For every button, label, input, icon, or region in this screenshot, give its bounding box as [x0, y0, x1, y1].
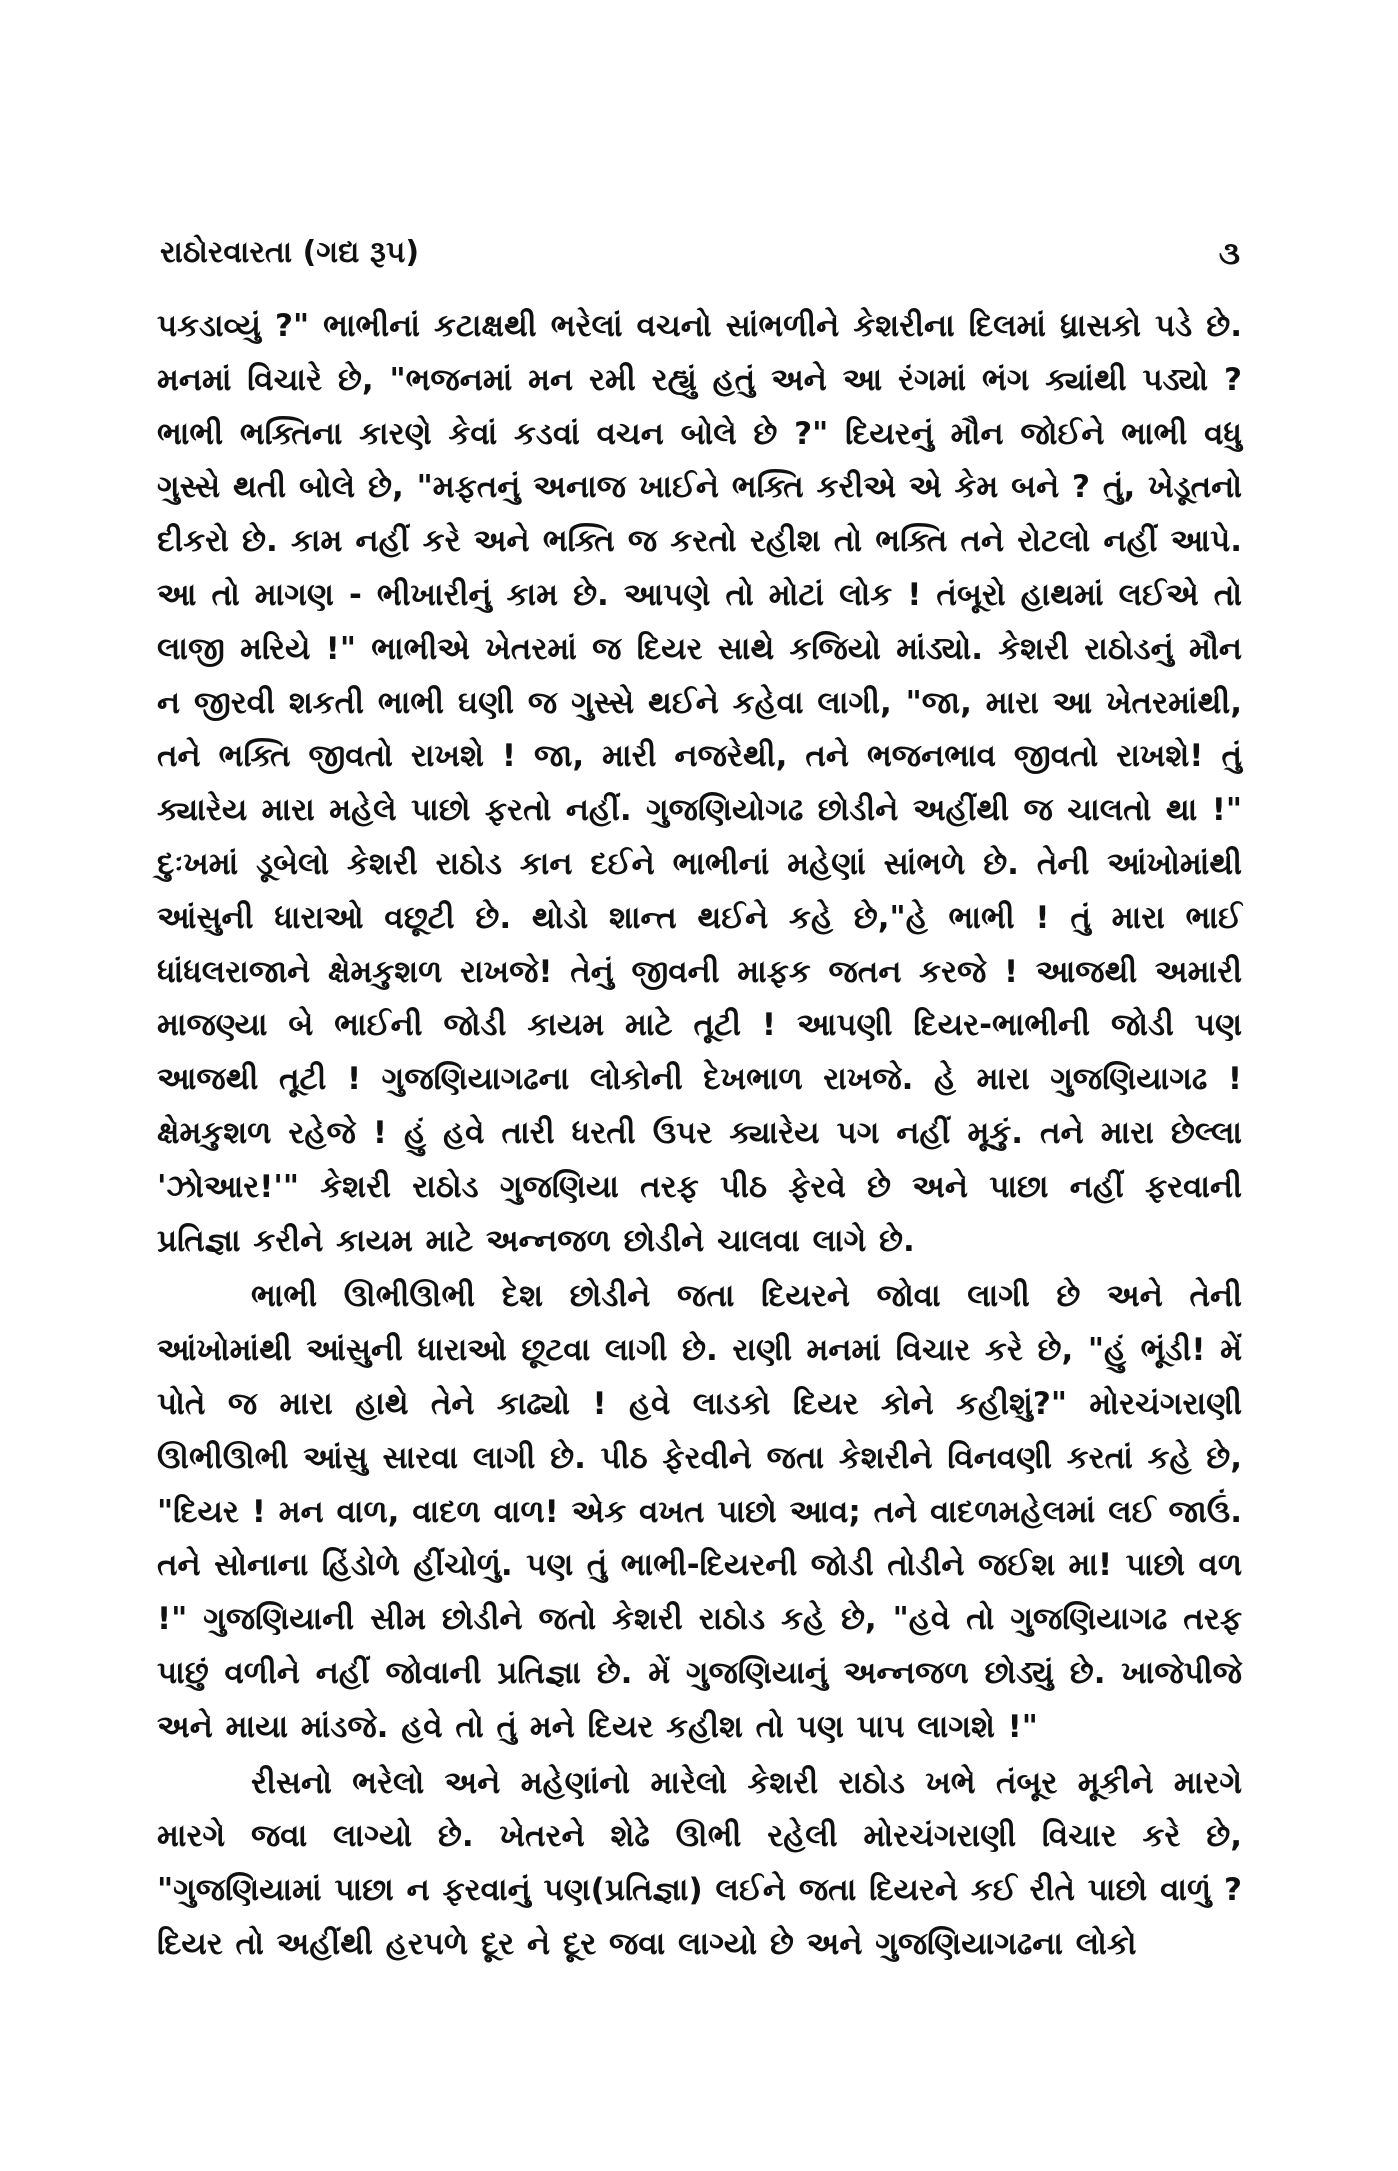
body-text	[157, 300, 1242, 1972]
paragraph-2: ભાભી ઊભીઊભી દેશ છોડીને જતા દિયરને જોવા લાગી છે અને તેની આંખોમાંથી આંસુની ધારાઓ છૂટવા લાગી છે. રાણી મનમાં વિચાર કરે છે, "હું ભૂંડી! મેં પોતે જ મારા હાથે તેને કાઢ્યો ! હવે લાડકો દિયર કોને કહીશું?" મોરચંગરાણી ઊભીઊભી આંસુ સારવા લાગી છે. પીઠ ફેરવીને જતા કેશરીને વિનવણી કરતાં કહે છે, "દિયર ! મન વાળ, વાદળ વાળ! એક વખત પાછો આવ; તને વાદળમહેલમાં લઈ જાઉં. તને સોનાના હિંડોળે હીંચોળું. પણ તું ભાભી-દિયરની જોડી તોડીને જઈશ મા! પાછો વળ !" ગુજણિયાની સીમ છોડીને જતો કેશરી રાઠોડ કહે છે, "હવે તો ગુજણિયાગઢ તરફ પાછું વળીને નહીં જોવાની પ્રતિજ્ઞા છે. મેં ગુજણિયાનું અન્નજળ છોડ્યું છે. ખાજેપીજે અને માયા માંડજે. હવે તો તું મને દિયર કહીશ તો પણ પાપ લાગશે !"	[157, 1278, 1242, 1745]
page-number: ૩	[1218, 234, 1240, 272]
running-header	[160, 228, 1240, 278]
running-title: રાઠોરવારતા (ગદ્ય રૂપ)	[160, 235, 420, 270]
paragraph-1: પકડાવ્યું ?" ભાભીનાં કટાક્ષથી ભરેલાં વચનો સાંભળીને કેશરીના દિલમાં ધ્રાસકો પડે છે. મનમાં વિચારે છે, "ભજનમાં મન રમી રહ્યું હતું અને આ રંગમાં ભંગ ક્યાંથી પડ્યો ? ભાભી ભક્તિના કારણે કેવાં કડવાં વચન બોલે છે ?" દિયરનું મૌન જોઈને ભાભી વધુ ગુસ્સે થતી બોલે છે, "મફતનું અનાજ ખાઈને ભક્તિ કરીએ એ કેમ બને ? તું, ખેડૂતનો દીકરો છે. કામ નહીં કરે અને ભક્તિ જ કરતો રહીશ તો ભક્તિ તને રોટલો નહીં આપે. આ તો માગણ - ભીખારીનું કામ છે. આપણે તો મોટાં લોક ! તંબૂરો હાથમાં લઈએ તો લાજી મરિયે !" ભાભીએ ખેતરમાં જ દિયર સાથે કજિયો માંડ્યો. કેશરી રાઠોડનું મૌન ન જીરવી શકતી ભાભી ઘણી જ ગુસ્સે થઈને કહેવા લાગી, "જા, મારા આ ખેતરમાંથી, તને ભક્તિ જીવતો રાખશે ! જા, મારી નજરેથી, તને ભજનભાવ જીવતો રાખશે! તું ક્યારેય મારા મહેલે પાછો ફરતો નહીં. ગુજણિયોગઢ છોડીને અહીંથી જ ચાલતો થા !" દુઃખમાં ડૂબેલો કેશરી રાઠોડ કાન દઈને ભાભીનાં મહેણાં સાંભળે છે. તેની આંખોમાંથી આંસુની ધારાઓ વછૂટી છે. થોડો શાન્ત થઈને કહે છે,"હે ભાભી ! તું મારા ભાઈ ધાંધલરાજાને ક્ષેમકુશળ રાખજે! તેનું જીવની માફક જતન કરજે ! આજથી અમારી માજણ્યા બે ભાઈની જોડી કાયમ માટે તૂટી ! આપણી દિયર-ભાભીની જોડી પણ આજથી તૂટી ! ગુજણિયાગઢના લોકોની દેખભાળ રાખજે. હે મારા ગુજણિયાગઢ ! ક્ષેમકુશળ રહેજે ! હું હવે તારી ધરતી ઉપર ક્યારેય પગ નહીં મૂકું. તને મારા છેલ્લા 'ઝોઆર!'" કેશરી રાઠોડ ગુજણિયા તરફ પીઠ ફેરવે છે અને પાછા નહીં ફરવાની પ્રતિજ્ઞા કરીને કાયમ માટે અન્નજળ છોડીને ચાલવા લાગે છે.	[157, 308, 1242, 1259]
paragraph-3: રીસનો ભરેલો અને મહેણાંનો મારેલો કેશરી રાઠોડ ખભે તંબૂર મૂકીને મારગે મારગે જવા લાગ્યો છે. ખેતરને શેઢે ઊભી રહેલી મોરચંગરાણી વિચાર કરે છે, "ગુજણિયામાં પાછા ન ફરવાનું પણ(પ્રતિજ્ઞા) લઈને જતા દિયરને કઈ રીતે પાછો વાળું ? દિયર તો અહીંથી હરપળે દૂર ને દૂર જવા લાગ્યો છે અને ગુજણિયાગઢના લોકો	[157, 1764, 1242, 1962]
